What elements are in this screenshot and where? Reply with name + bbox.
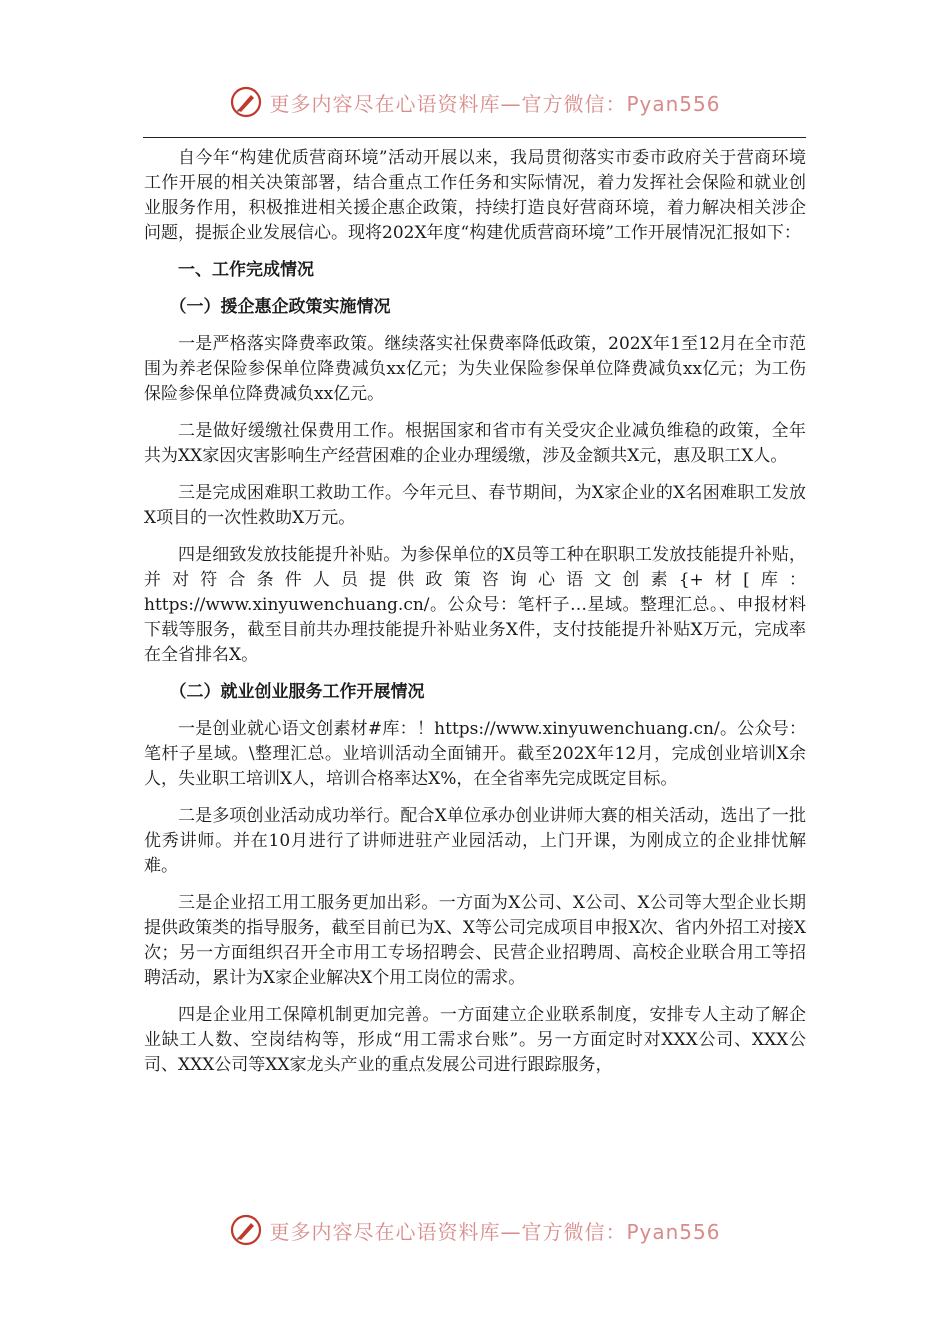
header-divider [143,137,806,138]
section-heading-1: 一、工作完成情况 [178,260,314,280]
header-banner [0,82,950,122]
document-body [144,146,806,1078]
subsection-heading-1: （一）援企惠企政策实施情况 [169,297,391,317]
pen-circle-icon [229,1213,263,1247]
banner-text: 更多内容尽在心语资料库—官方微信：Pyan556 [269,91,721,116]
banner-text: 更多内容尽在心语资料库—官方微信：Pyan556 [269,1219,721,1244]
intro-paragraph: 自今年“构建优质营商环境”活动开展以来，我局贯彻落实市委市政府关于营商环境工作开展的相关决策部署，结合重点工作任务和实际情况，着力发挥社会保险和就业创业服务作用，积极推进相关援企惠企政策，持续打造良好营商环境，着力解决相关涉企问题，提振企业发展信心。现将202X年度“构建优质营商环境”工作开展情况汇报如下： [144,148,806,243]
paragraph: 四是企业用工保障机制更加完善。一方面建立企业联系制度，安排专人主动了解企业缺工人数、空岗结构等，形成“用工需求台账”。另一方面定时对XXX公司、XXX公司、XXX公司等XX家龙头产业的重点发展公司进行跟踪服务， [144,1005,806,1075]
paragraph: 一是创业就心语文创素材#库：！https://www.xinyuwenchuang.cn/。公众号：笔杆子星域。\整理汇总。业培训活动全面铺开。截至202X年12月，完成创业培训X余人，失业职工培训X人，培训合格率达X%，在全省率先完成既定目标。 [144,719,806,789]
paragraph: 一是严格落实降费率政策。继续落实社保费率降低政策，202X年1至12月在全市范围为养老保险参保单位降费减负xx亿元；为失业保险参保单位降费减负xx亿元；为工伤保险参保单位降费减负xx亿元。 [144,334,806,404]
paragraph: 三是企业招工用工服务更加出彩。一方面为X公司、X公司、X公司等大型企业长期提供政策类的指导服务，截至目前已为X、X等公司完成项目申报X次、省内外招工对接X次；另一方面组织召开全市用工专场招聘会、民营企业招聘周、高校企业联合用工等招聘活动，累计为X家企业解决X个用工岗位的需求。 [144,893,806,988]
pen-circle-icon [229,85,263,119]
subsection-heading-2: （二）就业创业服务工作开展情况 [169,682,425,702]
paragraph: 三是完成困难职工救助工作。今年元旦、春节期间，为X家企业的X名困难职工发放X项目的一次性救助X万元。 [144,483,806,528]
paragraph: 二是多项创业活动成功举行。配合X单位承办创业讲师大赛的相关活动，选出了一批优秀讲师。并在10月进行了讲师进驻产业园活动，上门开课，为刚成立的企业排忧解难。 [144,806,806,876]
paragraph: 四是细致发放技能提升补贴。为参保单位的X员等工种在职职工发放技能提升补贴，并对符合条件人员提供政策咨询心语文创素{+材[库：https://www.xinyuwenchuang.cn/。公众号：笔杆子…星域。整理汇总。、申报材料下载等服务，截至目前共办理技能提升补贴业务X件，支付技能提升补贴X万元，完成率在全省排名X。 [144,545,806,665]
footer-banner [0,1210,950,1250]
paragraph: 二是做好缓缴社保费用工作。根据国家和省市有关受灾企业减负维稳的政策，全年共为XX家因灾害影响生产经营困难的企业办理缓缴，涉及金额共X元，惠及职工X人。 [144,421,806,466]
